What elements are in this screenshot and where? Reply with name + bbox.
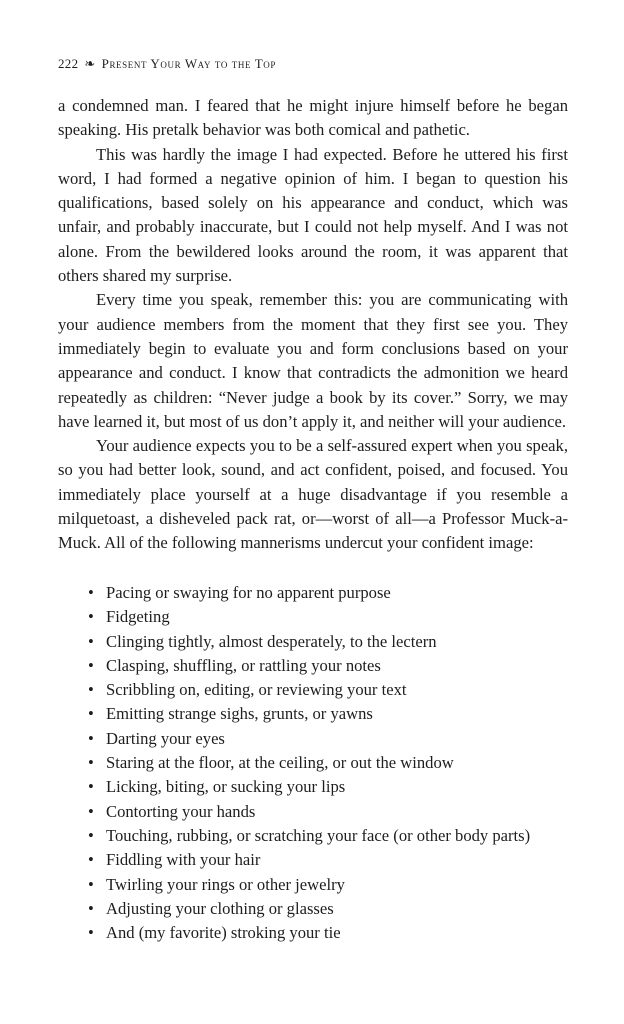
list-item-text: Fiddling with your hair <box>106 850 261 870</box>
list-item-text: Emitting strange sighs, grunts, or yawns <box>106 704 373 724</box>
list-item-text: Adjusting your clothing or glasses <box>106 898 334 918</box>
list-item <box>58 702 568 726</box>
bullet-icon: • <box>88 753 94 773</box>
bullet-icon: • <box>88 898 94 918</box>
list-item-text: Twirling your rings or other jewelry <box>106 874 345 894</box>
bullet-icon: • <box>88 801 94 821</box>
list-item <box>58 873 568 897</box>
running-head-title: Present Your Way to the Top <box>101 56 276 71</box>
page-number: 222 <box>58 56 79 71</box>
list-item-text: Scribbling on, editing, or reviewing your text <box>106 680 407 700</box>
list-item-text: Pacing or swaying for no apparent purpose <box>106 583 391 602</box>
paragraph-continuation: a condemned man. I feared that he might injure himself before he began speaking. His pretalk behavior was both comical and pathetic. <box>58 96 568 140</box>
list-item <box>58 630 568 654</box>
list-item <box>58 848 568 872</box>
list-item <box>58 581 568 605</box>
list-item <box>58 751 568 775</box>
running-head <box>58 57 276 71</box>
bullet-icon: • <box>88 583 94 602</box>
paragraph: Every time you speak, remember this: you are communicating with your audience members from the moment that they first see you. They immediately begin to evaluate you and form conclusions based on your appearance and conduct. I know that contradicts the admonition we heard repeatedly as children: “Never judge a book by its cover.” Sorry, we may have learned it, but most of us don’t apply it, and neither will your audience. <box>58 290 568 431</box>
bullet-icon: • <box>88 923 94 943</box>
bullet-icon: • <box>88 704 94 724</box>
bullet-icon: • <box>88 825 94 845</box>
paragraph: This was hardly the image I had expected. Before he uttered his first word, I had formed a negative opinion of him. I began to question his qualifications, based solely on his appearance and conduct, which was unfair, and probably inaccurate, but I could not help myself. And I was not alone. From the bewildered looks around the room, it was apparent that others shared my surprise. <box>58 144 568 286</box>
mannerisms-bullet-list <box>58 581 568 945</box>
list-item-text: Touching, rubbing, or scratching your face (or other body parts) <box>106 825 531 845</box>
list-item <box>58 775 568 799</box>
paragraph: Your audience expects you to be a self-assured expert when you speak, so you had better look, sound, and act confident, poised, and focused. You immediately place yourself at a huge disadvantage if you resemble a milquetoast, a disheveled pack rat, or—worst of all—a Professor Muck-a-Muck. All of the following mannerisms undercut your confident image: <box>58 436 568 553</box>
list-item-text: Clinging tightly, almost desperately, to the lectern <box>106 631 437 651</box>
bullet-icon: • <box>88 777 94 797</box>
list-item <box>58 654 568 678</box>
fleuron-ornament-icon: ❧ <box>84 56 96 71</box>
list-item <box>58 800 568 824</box>
list-item <box>58 921 568 945</box>
body-text <box>58 94 568 556</box>
bullet-icon: • <box>88 680 94 700</box>
bullet-icon: • <box>88 728 94 748</box>
list-item-text: Licking, biting, or sucking your lips <box>106 777 346 797</box>
list-item <box>58 678 568 702</box>
list-item <box>58 897 568 921</box>
list-item-text: Fidgeting <box>106 607 170 627</box>
list-item <box>58 605 568 629</box>
bullet-icon: • <box>88 874 94 894</box>
bullet-icon: • <box>88 607 94 627</box>
bullet-icon: • <box>88 655 94 675</box>
list-item-text: Staring at the floor, at the ceiling, or out the window <box>106 753 454 773</box>
list-item <box>58 727 568 751</box>
list-item-text: Contorting your hands <box>106 801 256 821</box>
list-item-text: Clasping, shuffling, or rattling your notes <box>106 655 381 675</box>
list-item <box>58 824 568 848</box>
bullet-icon: • <box>88 850 94 870</box>
bullet-icon: • <box>88 631 94 651</box>
list-item-text: And (my favorite) stroking your tie <box>106 923 341 943</box>
list-item-text: Darting your eyes <box>106 728 225 748</box>
